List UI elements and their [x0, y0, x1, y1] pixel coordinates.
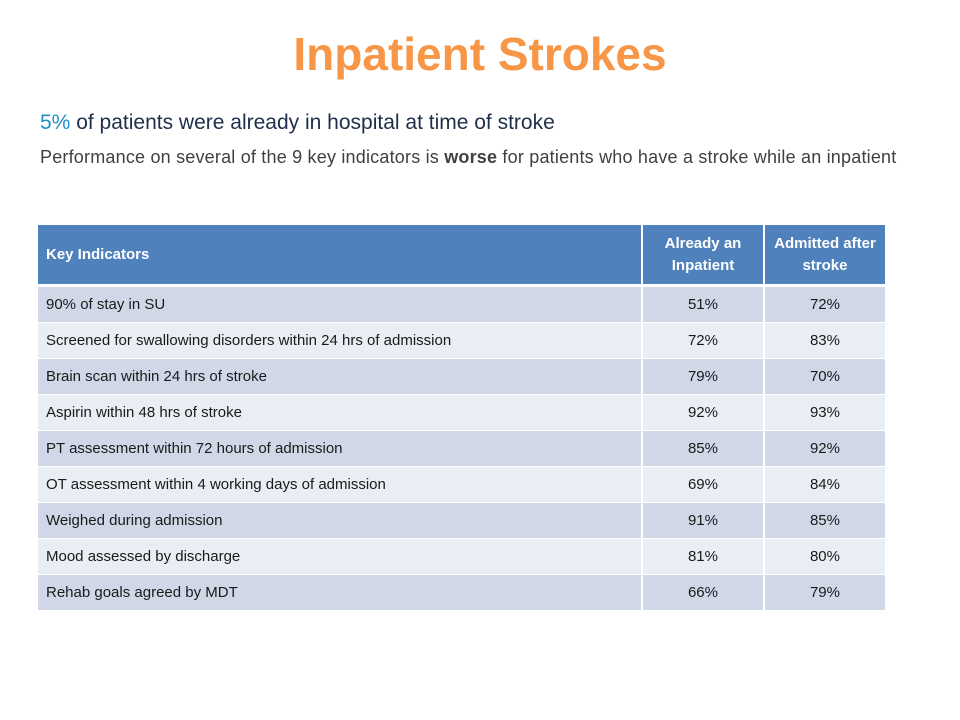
indicator-cell: Weighed during admission: [38, 503, 642, 539]
indicator-cell: PT assessment within 72 hours of admission: [38, 431, 642, 467]
already-inpatient-cell: 85%: [642, 431, 764, 467]
slide-title: Inpatient Strokes: [293, 28, 667, 80]
already-inpatient-cell: 51%: [642, 286, 764, 323]
slide-description: [40, 143, 900, 172]
already-inpatient-cell: 81%: [642, 539, 764, 575]
indicator-cell: Brain scan within 24 hrs of stroke: [38, 359, 642, 395]
description-text-before: Performance on several of the 9 key indicators is: [40, 147, 445, 167]
indicator-cell: Rehab goals agreed by MDT: [38, 575, 642, 611]
slide-subtitle: [40, 108, 920, 138]
admitted-after-stroke-cell: 93%: [764, 395, 885, 431]
already-inpatient-cell: 92%: [642, 395, 764, 431]
table-row: [38, 323, 885, 359]
header-already-inpatient: Already an Inpatient: [642, 225, 764, 286]
table-row: [38, 575, 885, 611]
table-row: [38, 431, 885, 467]
indicator-cell: OT assessment within 4 working days of admission: [38, 467, 642, 503]
table-row: [38, 395, 885, 431]
table-row: [38, 539, 885, 575]
already-inpatient-cell: 79%: [642, 359, 764, 395]
admitted-after-stroke-cell: 84%: [764, 467, 885, 503]
already-inpatient-cell: 72%: [642, 323, 764, 359]
indicator-cell: Screened for swallowing disorders within 24 hrs of admission: [38, 323, 642, 359]
admitted-after-stroke-cell: 80%: [764, 539, 885, 575]
header-key-indicators: Key Indicators: [38, 225, 642, 286]
description-text-after: for patients who have a stroke while an inpatient: [497, 147, 897, 167]
already-inpatient-cell: 69%: [642, 467, 764, 503]
table-header-row: [38, 225, 885, 286]
already-inpatient-cell: 66%: [642, 575, 764, 611]
table-row: [38, 359, 885, 395]
table-row: [38, 503, 885, 539]
admitted-after-stroke-cell: 70%: [764, 359, 885, 395]
admitted-after-stroke-cell: 92%: [764, 431, 885, 467]
admitted-after-stroke-cell: 83%: [764, 323, 885, 359]
key-indicators-table: [38, 225, 885, 611]
header-admitted-after-stroke: Admitted after stroke: [764, 225, 885, 286]
description-emphasis: worse: [444, 147, 498, 167]
already-inpatient-cell: 91%: [642, 503, 764, 539]
indicator-cell: 90% of stay in SU: [38, 286, 642, 323]
indicator-cell: Mood assessed by discharge: [38, 539, 642, 575]
subtitle-percentage: 5%: [40, 111, 71, 134]
table-row: [38, 286, 885, 323]
indicator-cell: Aspirin within 48 hrs of stroke: [38, 395, 642, 431]
admitted-after-stroke-cell: 79%: [764, 575, 885, 611]
admitted-after-stroke-cell: 72%: [764, 286, 885, 323]
table-row: [38, 467, 885, 503]
admitted-after-stroke-cell: 85%: [764, 503, 885, 539]
subtitle-text: of patients were already in hospital at time of stroke: [70, 111, 555, 134]
